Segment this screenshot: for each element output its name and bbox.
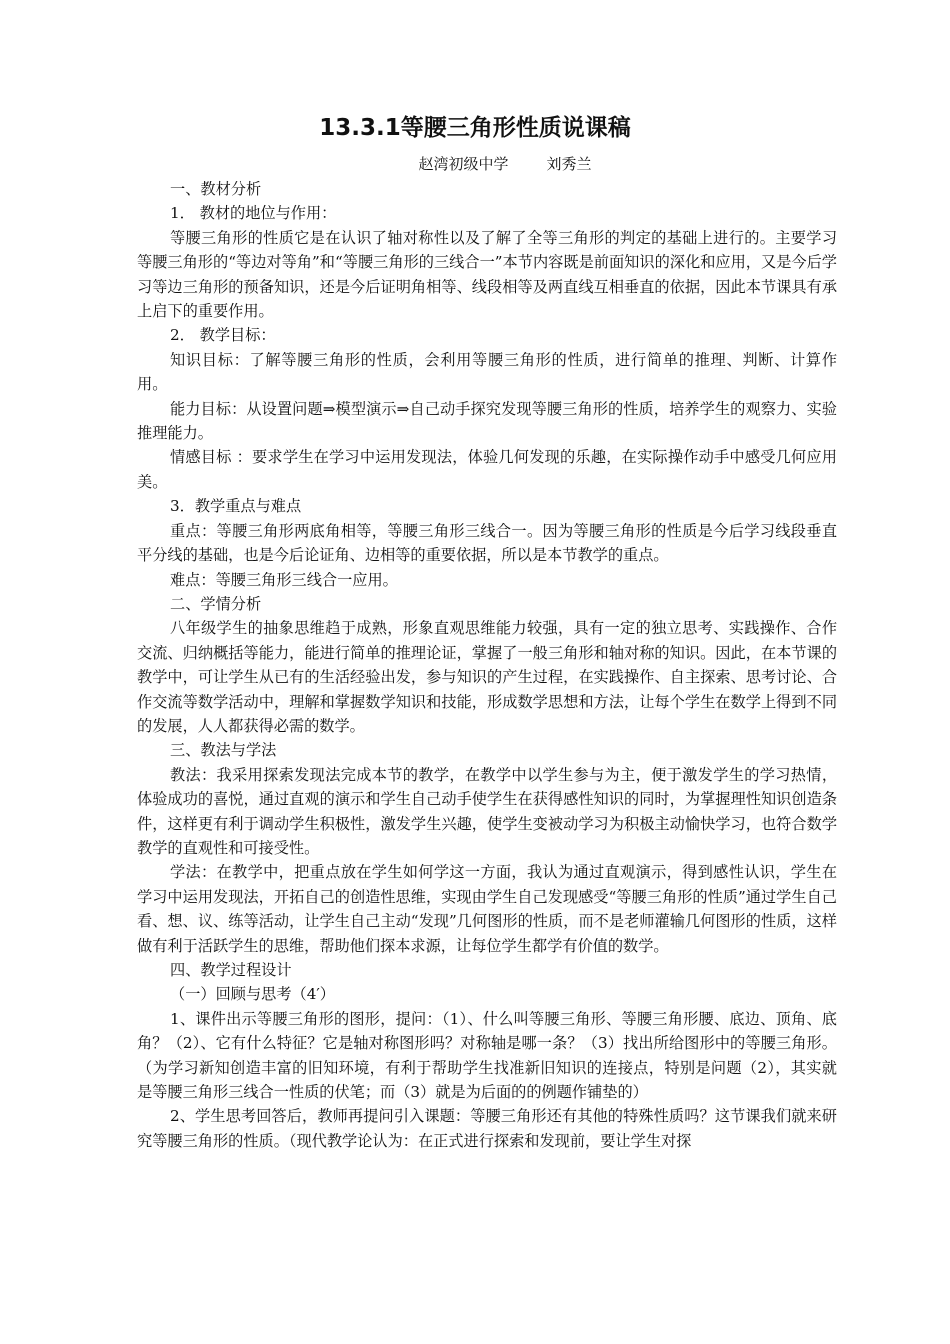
section-heading: 一、教材分析: [170, 180, 262, 198]
paragraph: 学法：在教学中，把重点放在学生如何学这一方面，我认为通过直观演示，得到感性认识，学生在学习中运用发现法，开拓自己的创造性思维，实现由学生自己发现感受“等腰三角形的性质”通过学生自己看、想、议、练等活动，让学生自己主动“发现”几何图形的性质，而不是老师灌输几何图形的性质，这样做有利于活跃学生的思维，帮助他们探本求源，让每位学生都学有价值的数学。: [137, 863, 837, 955]
section-heading: 二、学情分析: [170, 594, 262, 613]
paragraph: 等腰三角形的性质它是在认识了轴对称性以及了解了全等三角形的判定的基础上进行的。主要学习等腰三角形的“等边对等角”和“等腰三角形的三线合一”本节内容既是前面知识的深化和应用，又是今后学习等边三角形的预备知识，还是今后证明角相等、线段相等及两直线互相垂直的依据，因此本节课具有承上启下的重要作用。: [137, 228, 837, 321]
paragraph: 重点：等腰三角形两底角相等，等腰三角形三线合一。因为等腰三角形的性质是今后学习线段垂直平分线的基础，也是今后论证角、边相等的重要依据，所以是本节教学的重点。: [137, 521, 837, 565]
paragraph: 八年级学生的抽象思维趋于成熟，形象直观思维能力较强，具有一定的独立思考、实践操作、合作交流、归纳概括等能力，能进行简单的推理论证，掌握了一般三角形和轴对称的知识。因此，在本节课的教学中，可让学生从已有的生活经验出发，参与知识的产生过程，在实践操作、自主探索、思考讨论、合作交流等数学活动中，理解和掌握数学知识和技能，形成数学思想和方法，让每个学生在数学上得到不同的发展，人人都获得必需的数学。: [137, 619, 837, 735]
paragraph: 情感目标 ：要求学生在学习中运用发现法，体验几何发现的乐趣，在实际操作动手中感受几何应用美。: [137, 448, 837, 491]
author-line: [0, 154, 950, 174]
paragraph: 2、学生思考回答后，教师再提问引入课题：等腰三角形还有其他的特殊性质吗？这节课我们就来研究等腰三角形的性质。（现代教学论认为：在正式进行探索和发现前，要让学生对探: [137, 1107, 837, 1150]
paragraph: 教法：我采用探索发现法完成本节的教学，在教学中以学生参与为主，便于激发学生的学习热情，体验成功的喜悦，通过直观的演示和学生自己动手使学生在获得感性知识的同时，为掌握理性知识创造条件，这样更有利于调动学生积极性，激发学生兴趣，使学生变被动学习为积极主动愉快学习，也符合数学教学的直观性和可接受性。: [137, 765, 837, 857]
paragraph: 知识目标：了解等腰三角形的性质，会利用等腰三角形的性质，进行简单的推理、判断、计算作用。: [137, 350, 837, 394]
section-heading: 三、教法与学法: [170, 741, 277, 760]
paragraph: 1、课件出示等腰三角形的图形，提问：（1）、什么叫等腰三角形、等腰三角形腰、底边、顶角、底角？（2）、它有什么特征？它是轴对称图形吗？对称轴是哪一条？（3）找出所给图形中的等腰三角形。（为学习新知创造丰富的旧知环境，有利于帮助学生找准新旧知识的连接点，特别是问题（2），其实就是等腰三角形三线合一性质的伏笔；而（3）就是为后面的的例题作铺垫的）: [137, 1009, 837, 1102]
author-name: 刘秀兰: [546, 155, 592, 173]
document-body: [137, 177, 837, 1153]
author-school: 赵湾初级中学: [418, 155, 509, 173]
subsection-heading: 2． 教学目标：: [170, 326, 276, 345]
subsection-heading: 3．教学重点与难点: [170, 497, 302, 516]
paragraph: 难点：等腰三角形三线合一应用。: [170, 570, 398, 589]
subsection-heading: （一）回顾与思考（4′）: [170, 985, 335, 1004]
subsection-heading: 1． 教材的地位与作用：: [170, 204, 337, 223]
document-title: 13.3.1等腰三角形性质说课稿: [319, 115, 631, 141]
section-heading: 四、教学过程设计: [170, 961, 292, 979]
paragraph: 能力目标：从设置问题⇒模型演示⇒自己动手探究发现等腰三角形的性质，培养学生的观察力、实验推理能力。: [137, 399, 837, 443]
